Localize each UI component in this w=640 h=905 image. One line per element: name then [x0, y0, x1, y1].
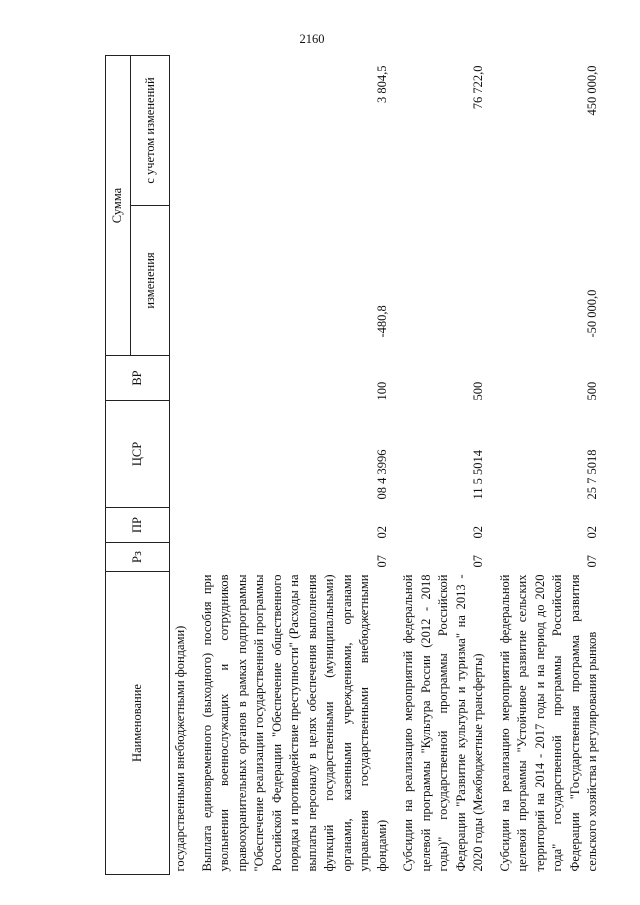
page-number: 2160 [299, 32, 325, 46]
row-pr [170, 508, 190, 543]
row-rz: 07 [585, 555, 599, 568]
row-vr: 500 [471, 381, 485, 401]
row-total: 450 000,0 [585, 65, 599, 116]
row-total: 76 722,0 [471, 65, 485, 110]
header-csr: ЦСР [106, 401, 170, 508]
row-name: Субсидии на реализацию мероприятий федеральной целевой программы "Культура России (2012 - 2018 годы)" государственной программы Российской Федерации "Развитие культуры и туризма" на 2013 - 2020 годы (Межбюджетные трансферты) [401, 574, 485, 872]
header-with-changes: с учетом изменений [131, 56, 170, 206]
table-row [170, 56, 190, 875]
row-vr [170, 356, 190, 401]
row-change: -480,8 [374, 305, 389, 338]
row-pr: 02 [374, 526, 389, 539]
row-csr: 08 4 3996 [374, 449, 389, 500]
table-row [488, 56, 602, 875]
row-name: Субсидии на реализацию мероприятий федеральной целевой программы "Устойчивое развитие сельских территорий на 2014 - 2017 годы и на период до 2020 года" государственной программы Российской Федерации "Государственная программа развития сельского хозяйства и регулирования рынков [497, 574, 599, 872]
rotated-table-frame [105, 55, 615, 875]
header-changes: изменения [131, 206, 170, 356]
row-rz [170, 543, 190, 572]
table-row [391, 56, 488, 875]
header-vr: ВР [106, 356, 170, 401]
row-total: 3 804,5 [374, 65, 389, 103]
row-name: Выплата единовременного (выходного) пособия при увольнении военнослужащих и сотрудников правоохранительных органов в рамках подпрограммы "Обеспечение реализации государственной программы Российской Федерации "Обеспечение общественного порядка и противодействие преступности" (Расходы на выплаты персоналу в целях обеспечения выполнения функций государственными (муниципальными) органами, казенными учреждениями, органами управления государственными внебюджетными фондами) [199, 574, 389, 872]
header-name: Наименование [106, 572, 170, 875]
row-csr: 11 5 5014 [471, 449, 485, 500]
row-change: -50 000,0 [585, 289, 599, 338]
row-pr: 02 [585, 526, 599, 539]
row-rz: 07 [374, 555, 389, 568]
row-vr: 100 [374, 381, 389, 401]
header-summa: Сумма [106, 56, 131, 356]
row-change [391, 206, 488, 356]
header-rz: Рз [106, 543, 170, 572]
row-pr: 02 [471, 526, 485, 539]
table-row [190, 56, 392, 875]
row-csr: 25 7 5018 [585, 449, 599, 500]
row-vr: 500 [585, 381, 599, 401]
row-total [170, 56, 190, 206]
row-name: государственными внебюджетными фондами) [173, 625, 187, 872]
row-csr [170, 401, 190, 508]
header-pr: ПР [106, 508, 170, 543]
row-rz: 07 [471, 555, 485, 568]
budget-table [105, 55, 602, 875]
row-change [170, 206, 190, 356]
